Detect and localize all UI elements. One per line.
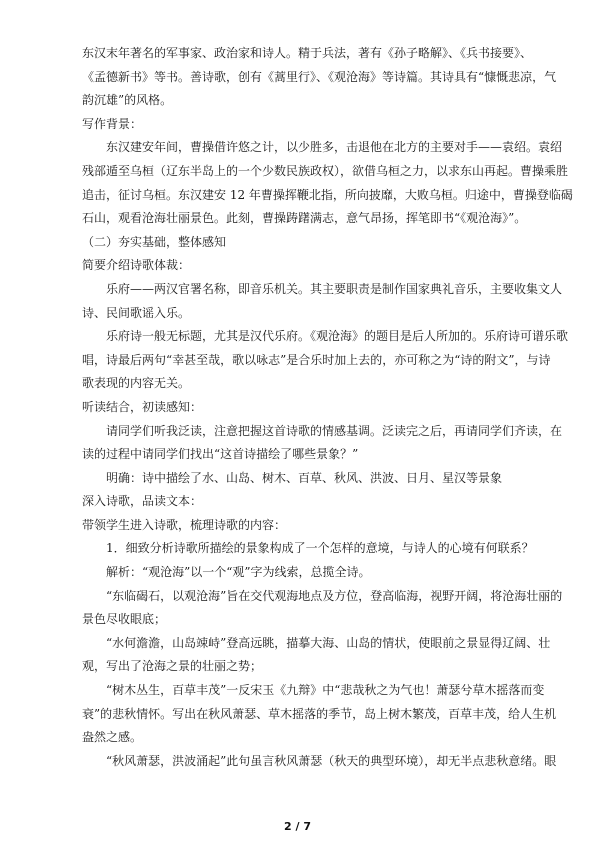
text-line: “水何澹澹，山岛竦峙”登高远眺，描摹大海、山岛的情状，使眼前之景显得辽阔、壮 [106, 635, 551, 650]
text-line: 带领学生进入诗歌，梳理诗歌的内容： [82, 517, 287, 532]
text-line: 东汉建安年间，曹操借许悠之计，以少胜多，击退他在北方的主要对手——袁绍。袁绍 [106, 140, 563, 155]
page-number: 2 / 7 [284, 820, 311, 833]
text-line: 唱，诗最后两句“幸甚至哉，歌以咏志”是合乐时加上去的，亦可称之为“诗的附文”，与诗 [82, 352, 551, 367]
text-line: 景色尽收眼底； [82, 612, 167, 627]
text-line: 简要介绍诗歌体裁： [82, 258, 191, 273]
text-line: 解析：“观沧海”以一个“观”字为线索，总揽全诗。 [106, 565, 371, 580]
text-line: “东临碣石，以观沧海”旨在交代观海地点及方位，登高临海，视野开阔，将沧海壮丽的 [106, 588, 563, 603]
document-body [82, 42, 573, 773]
text-line: 诗、民间歌谣入乐。 [82, 305, 191, 320]
text-line: 衰”的悲秋情怀。写出在秋风萧瑟、草木摇落的季节，岛上树木繁茂，百草丰茂，给人生机 [82, 706, 557, 721]
text-line: 观，写出了沧海之景的壮丽之势； [82, 659, 263, 674]
text-line: 读的过程中请同学们找出“这首诗描绘了哪些景象？” [82, 447, 359, 462]
text-line: 明确：诗中描绘了水、山岛、树木、百草、秋风、洪波、日月、星汉等景象 [106, 470, 503, 485]
text-line: 追击，征讨乌桓。东汉建安 12 年曹操挥鞭北指，所向披靡，大败乌桓。归途中，曹操登临碣 [82, 187, 573, 202]
text-line: 乐府——两汉官署名称，即音乐机关。其主要职责是制作国家典礼音乐，主要收集文人 [106, 281, 563, 296]
text-line: 《孟德新书》等书。善诗歌，创有《蒿里行》、《观沧海》等诗篇。其诗具有“慷慨悲凉，气 [82, 69, 557, 84]
text-line: 韵沉雄”的风格。 [82, 93, 173, 108]
text-line: 写作背景： [82, 116, 143, 131]
text-line: “树木丛生，百草丰茂”一反宋玉《九辩》中“悲哉秋之为气也！萧瑟兮草木摇落而变 [106, 683, 545, 698]
text-line: 盎然之感。 [82, 730, 143, 745]
text-line: 深入诗歌，品读文本： [82, 494, 203, 509]
text-line: 听读结合，初读感知： [82, 399, 203, 414]
text-line: 1．细致分析诗歌所描绘的景象构成了一个怎样的意境，与诗人的心境有何联系？ [106, 541, 534, 556]
text-line: 歌表现的内容无关。 [82, 376, 191, 391]
text-line: 石山，观看沧海壮丽景色。此刻，曹操踌躇满志，意气昂扬，挥笔即书“《观沧海》”。 [82, 211, 527, 226]
text-line: （二）夯实基础，整体感知 [82, 234, 227, 249]
text-line: 东汉末年著名的军事家、政治家和诗人。精于兵法，著有《孙子略解》、《兵书接要》、 [82, 46, 533, 60]
text-line: 请同学们听我泛读，注意把握这首诗歌的情感基调。泛读完之后，再请同学们齐读，在 [106, 423, 563, 438]
text-line: 乐府诗一般无标题，尤其是汉代乐府。《观沧海》的题目是后人所加的。乐府诗可谱乐歌 [106, 329, 569, 344]
text-line: 残部遁至乌桓（辽东半岛上的一个少数民族政权），欲借乌桓之力，以求东山再起。曹操乘胜 [82, 163, 569, 178]
text-line: “秋风萧瑟，洪波涌起”此句虽言秋风萧瑟（秋天的典型环境），却无半点悲秋意绪。眼 [106, 753, 557, 768]
